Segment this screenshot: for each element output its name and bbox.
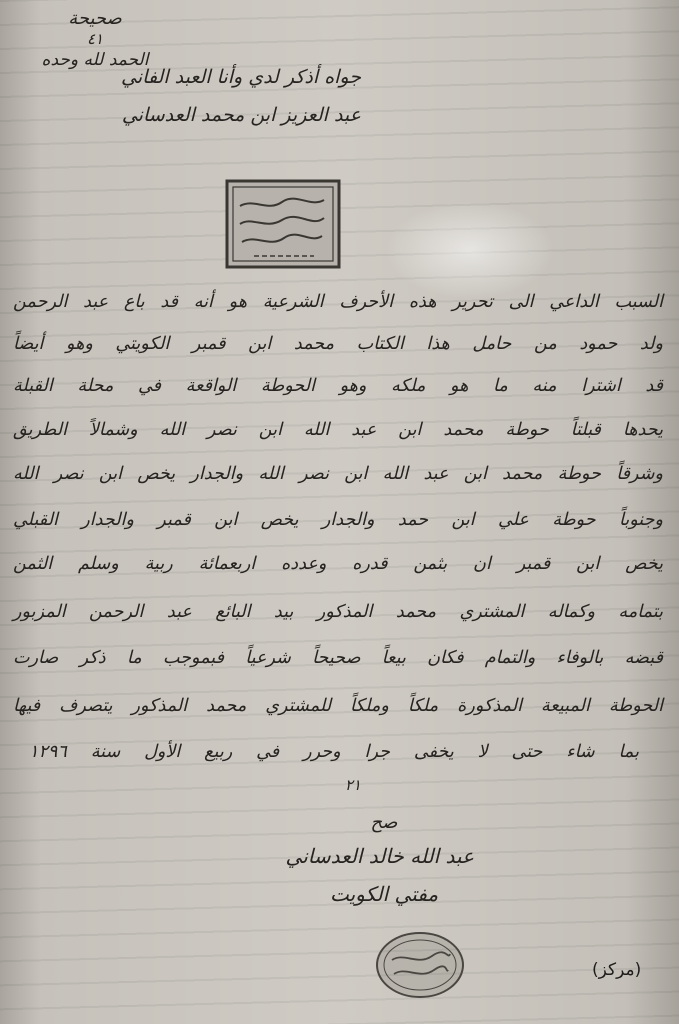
signature-mark: صح xyxy=(370,812,398,833)
rectangular-seal xyxy=(224,178,342,270)
body-line-1: السبب الداعي الى تحرير هذه الأحرف الشرعية هو أنه قد باع عبد الرحمن xyxy=(13,292,663,312)
body-line-3: قد اشترا منه ما هو ملكه وهو الحوطة الواقعة في محلة القبلة xyxy=(13,376,663,396)
sahiha-note xyxy=(30,8,160,71)
address-line-1: جواه أذكر لدي وأنا العبد الفاني xyxy=(121,66,361,88)
sahiha-word: صحيحة xyxy=(68,8,122,29)
address-line-2: عبد العزيز ابن محمد العدساني xyxy=(121,104,361,126)
body-line-4: يحدها قبلتاً حوطة محمد ابن عبد الله ابن نصر الله وشمالاً الطريق xyxy=(13,420,663,440)
body-line-8: بتمامه وكماله المشتري محمد المذكور بيد البائع عبد الرحمن المزبور xyxy=(13,602,663,622)
signature-name: عبد الله خالد العدساني xyxy=(285,844,474,868)
center-label: (مركز) xyxy=(592,960,642,980)
signature-title: مفتي الكويت xyxy=(329,882,439,906)
praise-line: الحمد لله وحده xyxy=(41,50,149,70)
body-line-11: بما شاء حتى لا يخفى جرا وحرر في ربيع الأول سنة ١٢٩٦ xyxy=(29,742,639,762)
sahiha-number: ٤١ xyxy=(86,30,104,48)
body-line-10: الحوطة المبيعة المذكورة ملكاً وملكاً للمشتري محمد المذكور يتصرف فيها xyxy=(13,696,663,716)
body-line-2: ولد حمود من حامل هذا الكتاب محمد ابن قمبر الكويتي وهو أيضاً xyxy=(13,334,663,354)
body-line-6: وجنوباً حوطة علي ابن حمد والجدار يخص ابن قمبر والجدار القبلي xyxy=(13,510,663,530)
body-line-9: قبضه بالوفاء والتمام فكان بيعاً صحيحاً شرعياً فبموجب ما ذكر صارت xyxy=(13,648,663,668)
body-line-5: وشرقاً حوطة محمد ابن عبد الله ابن نصر الله والجدار يخص ابن نصر الله xyxy=(13,464,663,484)
date-number: ٢١ xyxy=(344,776,361,794)
body-line-7: يخص ابن قمبر ان بثمن قدره وعدده اربعمائة ربية وسلم الثمن xyxy=(13,554,663,574)
oval-seal xyxy=(374,930,466,1000)
